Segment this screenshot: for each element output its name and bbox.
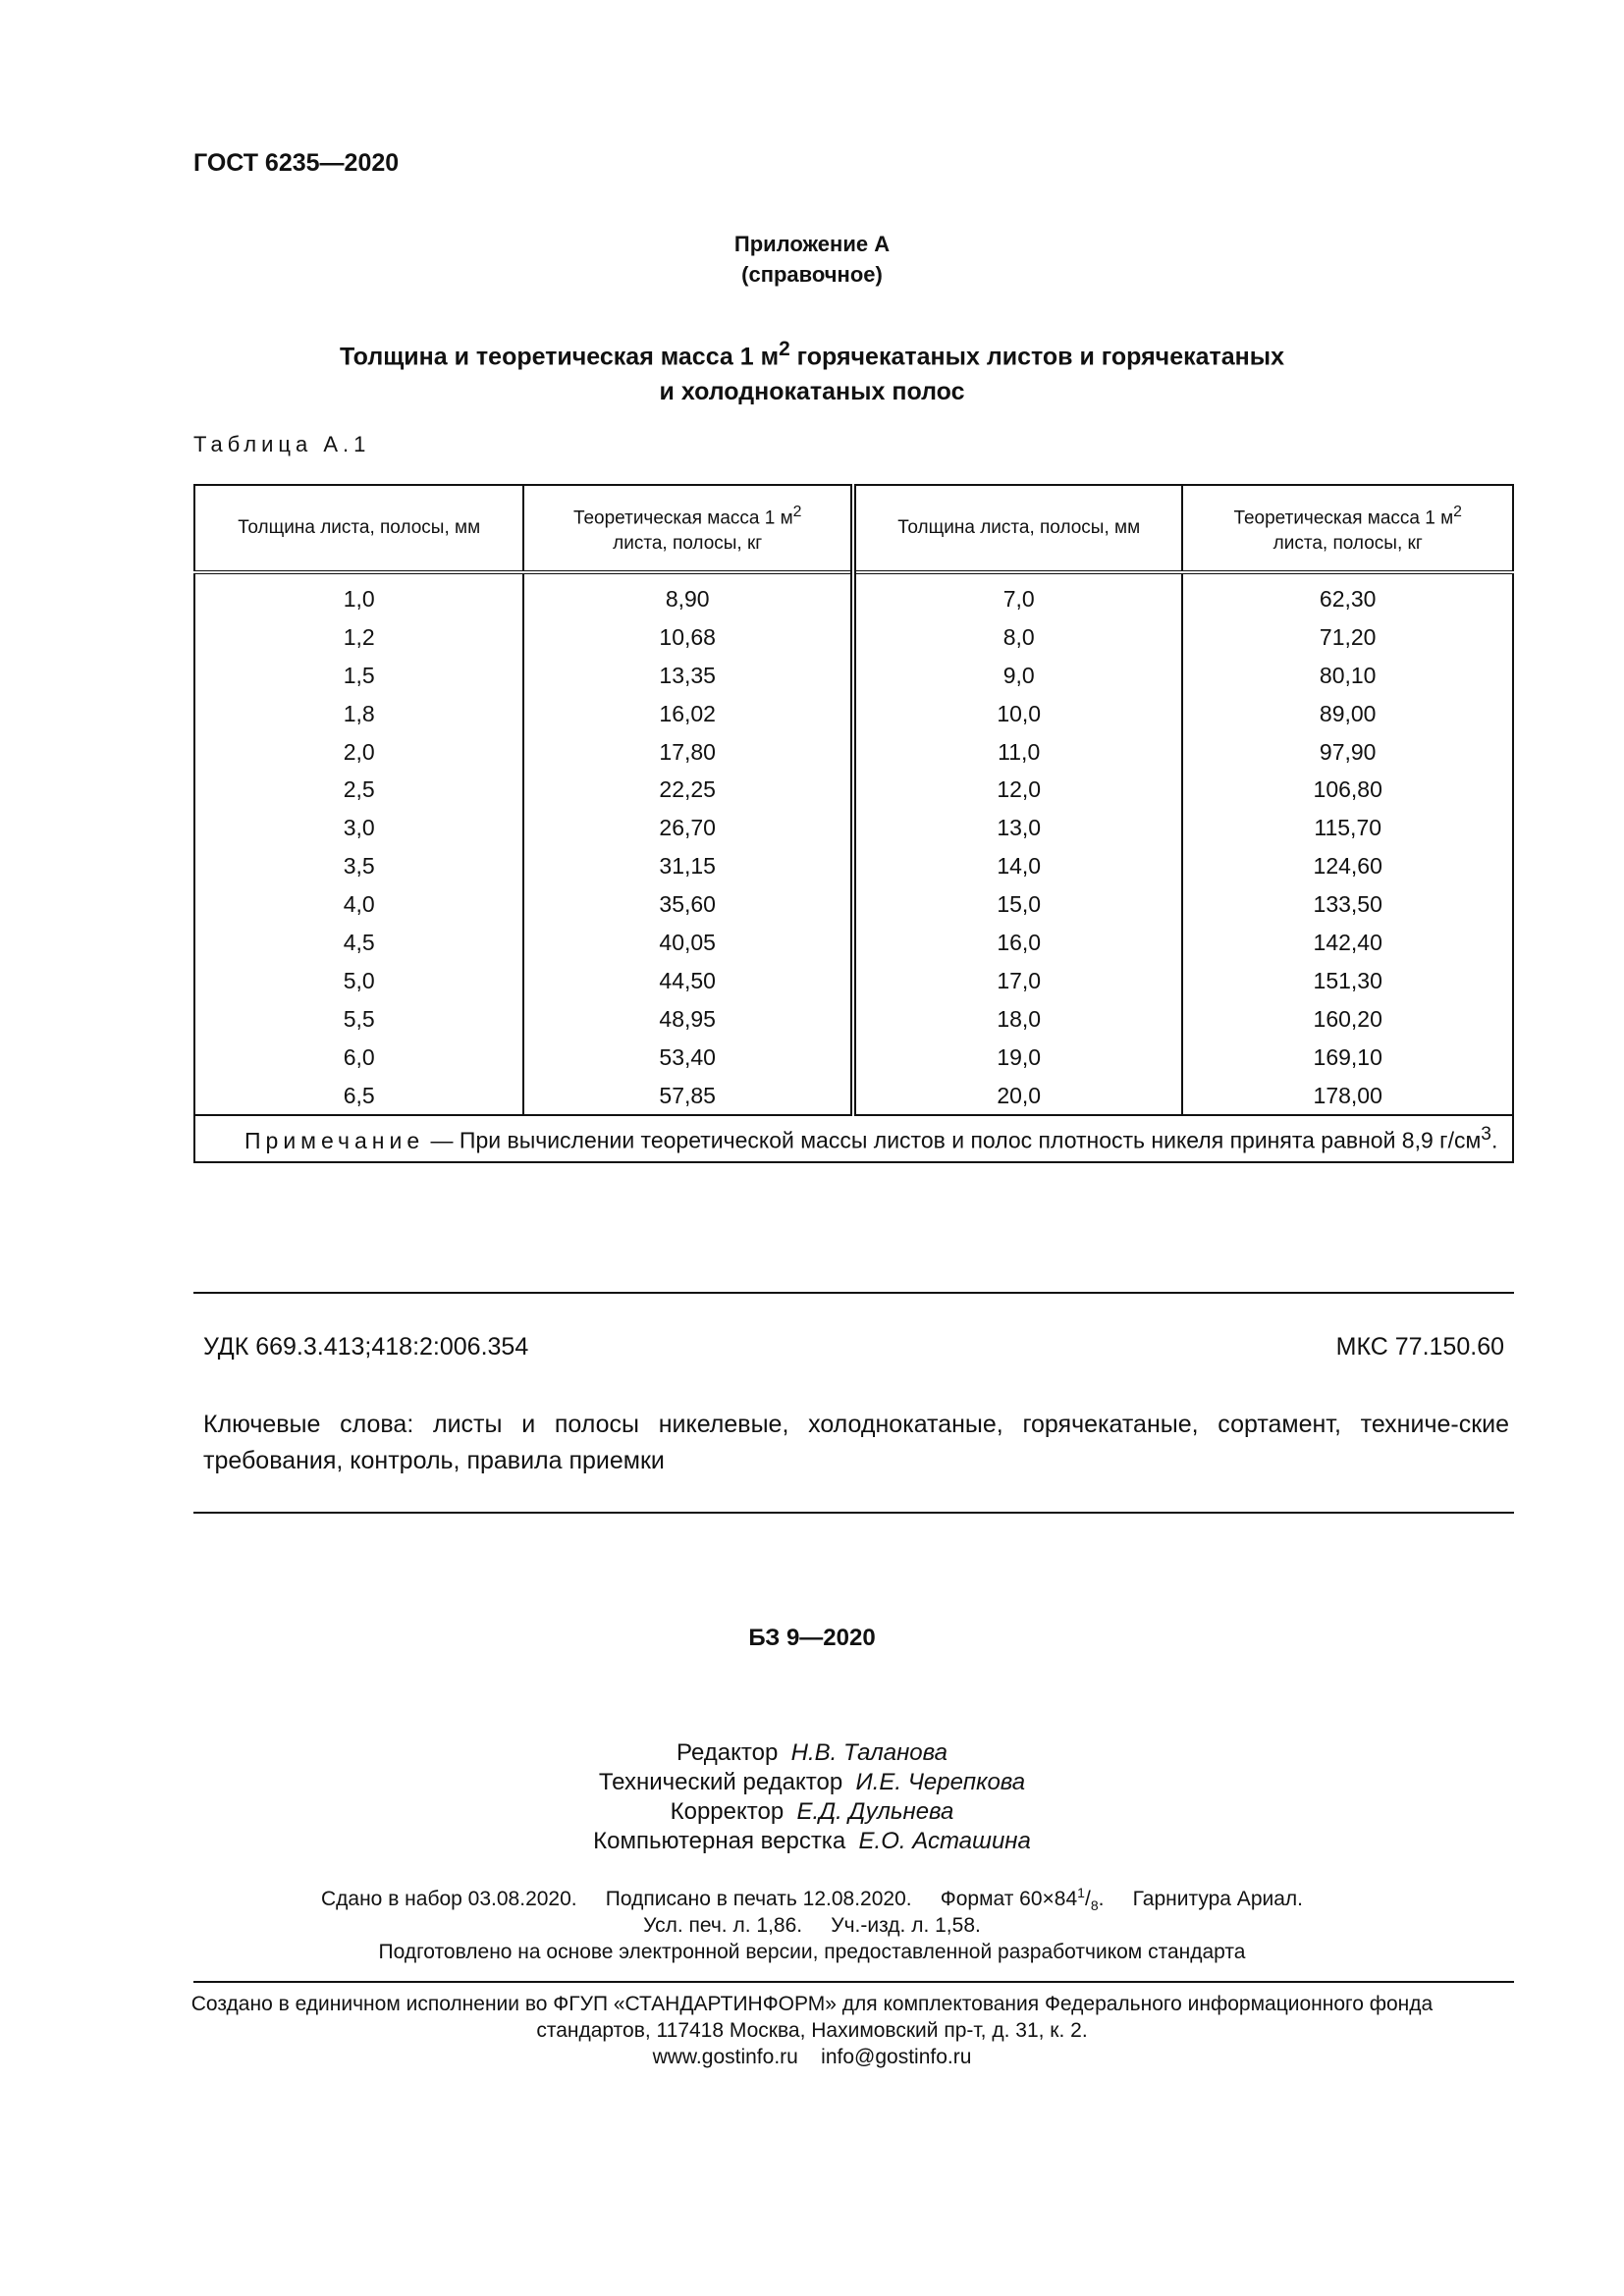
table-row (194, 657, 1513, 695)
table-cell: 26,70 (523, 809, 853, 847)
table-note: Примечание — При вычислении теоретической массы листов и полос плотность никеля принята равной 8,9 $г/см^3$. (194, 1115, 1513, 1162)
table-cell: 1,0 (194, 572, 523, 618)
publisher-contacts (0, 2046, 1624, 2069)
email-link[interactable]: info@gostinfo.ru (821, 2046, 972, 2068)
table-cell: 19,0 (853, 1039, 1182, 1077)
table-cell: 17,0 (853, 962, 1182, 1000)
table-cell: 6,5 (194, 1077, 523, 1116)
header-mass-1: Теоретическая масса 1 $м^2$ листа, полосы, кг (523, 485, 853, 572)
credit-layout: Компьютерная верстка Е.О. Асташина (593, 1828, 1031, 1854)
table-cell: 9,0 (853, 657, 1182, 695)
table-row (194, 809, 1513, 847)
print-info-line1: Сдано в набор 03.08.2020. Подписано в печать 12.08.2020. Формат $60\times 84^1/_8$. Гарнитура Ариал. (320, 1885, 1303, 1914)
table-cell: 8,90 (523, 572, 853, 618)
mks-code: МКС 77.150.60 (1335, 1333, 1504, 1361)
table-cell: 3,0 (194, 809, 523, 847)
table-cell: 5,5 (194, 1000, 523, 1039)
table-cell: 178,00 (1182, 1077, 1513, 1116)
table-cell: 11,0 (853, 733, 1182, 772)
table-cell: 62,30 (1182, 572, 1513, 618)
table-cell: 20,0 (853, 1077, 1182, 1116)
table-cell: 1,2 (194, 618, 523, 657)
appendix-subtitle: (справочное) (741, 262, 883, 287)
table-cell: 106,80 (1182, 771, 1513, 809)
title-line2: и холоднокатаных полос (659, 378, 965, 406)
table-cell: 17,80 (523, 733, 853, 772)
table-cell: 12,0 (853, 771, 1182, 809)
table-row (194, 1000, 1513, 1039)
table-header-row (194, 485, 1513, 572)
publisher-line2: стандартов, 117418 Москва, Нахимовский пр-т, д. 31, к. 2. (536, 2019, 1088, 2042)
table-row (194, 847, 1513, 885)
header-thickness-2: Толщина листа, полосы, мм (853, 485, 1182, 572)
website-link[interactable]: www.gostinfo.ru (652, 2046, 798, 2068)
table-cell: 14,0 (853, 847, 1182, 885)
table-cell: 1,8 (194, 695, 523, 733)
table-cell: 53,40 (523, 1039, 853, 1077)
table-cell: 22,25 (523, 771, 853, 809)
appendix-title: Приложение А (733, 232, 891, 256)
table-cell: 6,0 (194, 1039, 523, 1077)
table-row (194, 618, 1513, 657)
table-row (194, 924, 1513, 962)
table-row (194, 771, 1513, 809)
header-mass-2: Теоретическая масса 1 $м^2$ листа, полосы, кг (1182, 485, 1513, 572)
table-cell: 48,95 (523, 1000, 853, 1039)
table-cell: 133,50 (1182, 885, 1513, 924)
table-cell: 2,5 (194, 771, 523, 809)
table-row (194, 1077, 1513, 1116)
table-note-row (194, 1115, 1513, 1162)
table-cell: 5,0 (194, 962, 523, 1000)
divider-publisher (193, 1981, 1514, 1983)
appendix-heading (0, 229, 1624, 290)
table-row (194, 572, 1513, 618)
table-row (194, 695, 1513, 733)
table-cell: 89,00 (1182, 695, 1513, 733)
table-cell: 160,20 (1182, 1000, 1513, 1039)
table-label: Таблица А.1 (193, 432, 371, 456)
table-cell: 35,60 (523, 885, 853, 924)
table-cell: 142,40 (1182, 924, 1513, 962)
title-part1: Толщина и теоретическая масса 1 м (339, 343, 780, 371)
divider-bottom (193, 1512, 1514, 1514)
table-cell: 16,02 (523, 695, 853, 733)
publisher-line1: Создано в единичном исполнении во ФГУП «СТАНДАРТИНФОРМ» для комплектования Федерального информационного фонда (190, 1993, 1434, 2015)
table-cell: 10,0 (853, 695, 1182, 733)
table-cell: 18,0 (853, 1000, 1182, 1039)
table-cell: 97,90 (1182, 733, 1513, 772)
table-cell: 115,70 (1182, 809, 1513, 847)
table-cell: 8,0 (853, 618, 1182, 657)
table-cell: 124,60 (1182, 847, 1513, 885)
title-part2: горячекатаных листов и горячекатаных (789, 343, 1285, 371)
table-cell: 13,35 (523, 657, 853, 695)
udk-code: УДК 669.3.413;418:2:006.354 (203, 1333, 529, 1361)
table-cell: 2,0 (194, 733, 523, 772)
table-cell: 10,68 (523, 618, 853, 657)
header-thickness-1: Толщина листа, полосы, мм (194, 485, 523, 572)
credit-editor: Редактор Н.В. Таланова (677, 1739, 947, 1766)
table-cell: 4,5 (194, 924, 523, 962)
table-row (194, 962, 1513, 1000)
credit-tech-editor: Технический редактор И.Е. Черепкова (598, 1769, 1026, 1795)
table-cell: 151,30 (1182, 962, 1513, 1000)
print-info-line3: Подготовлено на основе электронной версии, предоставленной разработчиком стандарта (378, 1941, 1246, 1963)
credit-corrector: Корректор Е.Д. Дульнева (670, 1798, 954, 1825)
table-row (194, 733, 1513, 772)
bz-number: БЗ 9—2020 (748, 1625, 876, 1651)
table-cell: 169,10 (1182, 1039, 1513, 1077)
table-cell: 31,15 (523, 847, 853, 885)
table-cell: 71,20 (1182, 618, 1513, 657)
table-cell: 3,5 (194, 847, 523, 885)
table-cell: 80,10 (1182, 657, 1513, 695)
thickness-mass-table (193, 484, 1514, 1163)
title-sup: 2 (779, 338, 790, 360)
table-cell: 57,85 (523, 1077, 853, 1116)
table-cell: 13,0 (853, 809, 1182, 847)
table-cell: 16,0 (853, 924, 1182, 962)
keywords: Ключевые слова: листы и полосы никелевые, холоднокатаные, горячекатаные, сортамент, техниче-ские требования, контроль, правила приемки (203, 1411, 1509, 1474)
table-row (194, 885, 1513, 924)
divider-top (193, 1292, 1514, 1294)
table-cell: 40,05 (523, 924, 853, 962)
table-cell: 7,0 (853, 572, 1182, 618)
table-cell: 44,50 (523, 962, 853, 1000)
section-title (0, 332, 1624, 409)
table-cell: 15,0 (853, 885, 1182, 924)
table-cell: 1,5 (194, 657, 523, 695)
print-info-line2: Усл. печ. л. 1,86. Уч.-изд. л. 1,58. (643, 1914, 981, 1937)
table-cell: 4,0 (194, 885, 523, 924)
document-code: ГОСТ 6235—2020 (193, 149, 400, 177)
table-row (194, 1039, 1513, 1077)
